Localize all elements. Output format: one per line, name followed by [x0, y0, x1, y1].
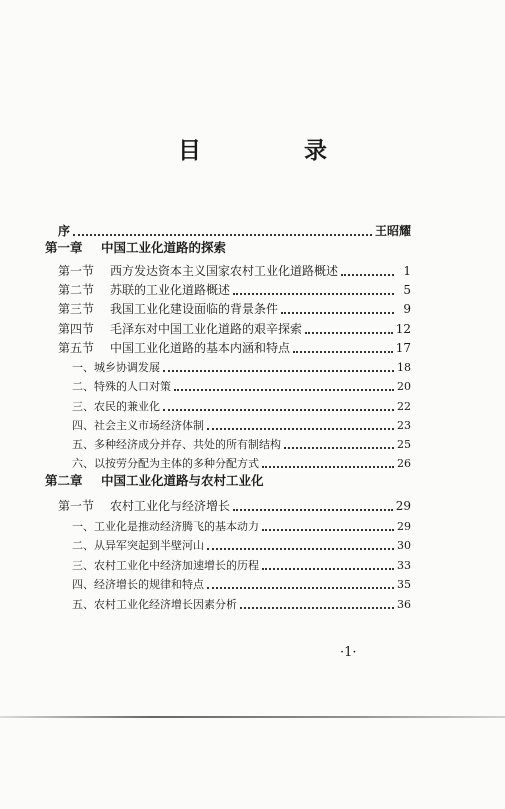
toc-subsection[interactable] — [72, 554, 411, 573]
leader-dots — [240, 593, 394, 609]
page-title: 目 录 — [178, 138, 367, 164]
section-number: 第三节 — [58, 302, 95, 316]
toc-subsection[interactable] — [72, 375, 411, 394]
section-title: 毛泽东对中国工业化道路的艰辛探索 — [110, 322, 303, 336]
preface-label: 序 — [58, 224, 71, 238]
subsection-title: 一、城乡协调发展 — [72, 361, 160, 374]
page-number: 1 — [403, 264, 411, 278]
page-number: 23 — [397, 419, 411, 432]
toc-chapter-2[interactable] — [45, 473, 405, 488]
leader-dots — [262, 515, 394, 531]
page-number: 33 — [397, 559, 411, 572]
page-number: 29 — [395, 499, 411, 513]
subsection-title: 一、工业化是推动经济腾飞的基本动力 — [72, 520, 259, 533]
leader-dots — [305, 318, 393, 334]
chapter-title: 中国工业化道路的探索 — [101, 240, 227, 255]
page-number: 12 — [395, 322, 411, 336]
toc-section[interactable] — [58, 495, 411, 514]
toc-subsection[interactable] — [72, 395, 411, 414]
toc-chapter-1[interactable] — [45, 240, 405, 255]
leader-dots — [73, 220, 372, 236]
page-number: 25 — [397, 438, 411, 451]
toc-subsection[interactable] — [72, 534, 411, 553]
page-number: 9 — [403, 302, 411, 316]
chapter-label: 第二章 — [45, 473, 83, 488]
toc-section[interactable] — [58, 337, 411, 356]
leader-dots — [233, 495, 393, 511]
subsection-title: 三、农村工业化中经济加速增长的历程 — [72, 559, 259, 572]
page-number: 17 — [395, 341, 411, 355]
section-number: 第一节 — [58, 264, 95, 278]
subsection-title: 五、多种经济成分并存、共处的所有制结构 — [72, 438, 281, 451]
leader-dots — [163, 395, 394, 411]
subsection-title: 二、特殊的人口对策 — [72, 380, 171, 393]
leader-dots — [281, 298, 394, 314]
page-number: 26 — [397, 457, 411, 470]
leader-dots — [262, 554, 394, 570]
scan-edge-line — [0, 716, 505, 718]
section-title: 中国工业化道路的基本内涵和特点 — [110, 341, 291, 355]
chapter-label: 第一章 — [45, 240, 83, 255]
toc-section[interactable] — [58, 279, 411, 298]
leader-dots — [207, 414, 394, 430]
section-title: 农村工业化与经济增长 — [110, 499, 231, 513]
page-number: 5 — [403, 283, 411, 297]
toc-entry-preface[interactable] — [58, 220, 411, 239]
toc-subsection[interactable] — [72, 452, 411, 471]
leader-dots — [233, 279, 394, 295]
toc-section[interactable] — [58, 298, 411, 317]
subsection-title: 五、农村工业化经济增长因素分析 — [72, 598, 237, 611]
section-number: 第五节 — [58, 341, 95, 355]
subsection-title: 三、农民的兼业化 — [72, 400, 160, 413]
page-number: 22 — [397, 400, 411, 413]
section-number: 第二节 — [58, 283, 95, 297]
page-number: 35 — [397, 578, 411, 591]
subsection-title: 二、从异军突起到半壁河山 — [72, 539, 204, 552]
leader-dots — [262, 452, 394, 468]
page-number: 30 — [397, 539, 411, 552]
page-number: 36 — [397, 598, 411, 611]
toc-subsection[interactable] — [72, 414, 411, 433]
preface-author: 王昭耀 — [374, 224, 411, 238]
leader-dots — [293, 337, 393, 353]
section-title: 我国工业化建设面临的背景条件 — [110, 302, 279, 316]
section-number: 第一节 — [58, 499, 95, 513]
page-folio: ·1· — [340, 645, 357, 660]
subsection-title: 六、以按劳分配为主体的多种分配方式 — [72, 457, 259, 470]
page-number: 29 — [397, 520, 411, 533]
page-number: 20 — [397, 380, 411, 393]
toc-section[interactable] — [58, 318, 411, 337]
subsection-title: 四、社会主义市场经济体制 — [72, 419, 204, 432]
section-title: 苏联的工业化道路概述 — [110, 283, 231, 297]
leader-dots — [207, 534, 394, 550]
leader-dots — [174, 375, 394, 391]
section-number: 第四节 — [58, 322, 95, 336]
toc-subsection[interactable] — [72, 433, 411, 452]
section-title: 西方发达资本主义国家农村工业化道路概述 — [110, 264, 339, 278]
subsection-title: 四、经济增长的规律和特点 — [72, 578, 204, 591]
leader-dots — [284, 433, 394, 449]
leader-dots — [163, 356, 394, 372]
chapter-title: 中国工业化道路与农村工业化 — [101, 473, 264, 488]
toc-subsection[interactable] — [72, 593, 411, 612]
toc-section[interactable] — [58, 260, 411, 279]
toc-subsection[interactable] — [72, 356, 411, 375]
leader-dots — [341, 260, 394, 276]
toc-subsection[interactable] — [72, 573, 411, 592]
toc-subsection[interactable] — [72, 515, 411, 534]
page-number: 18 — [397, 361, 411, 374]
leader-dots — [207, 573, 394, 589]
